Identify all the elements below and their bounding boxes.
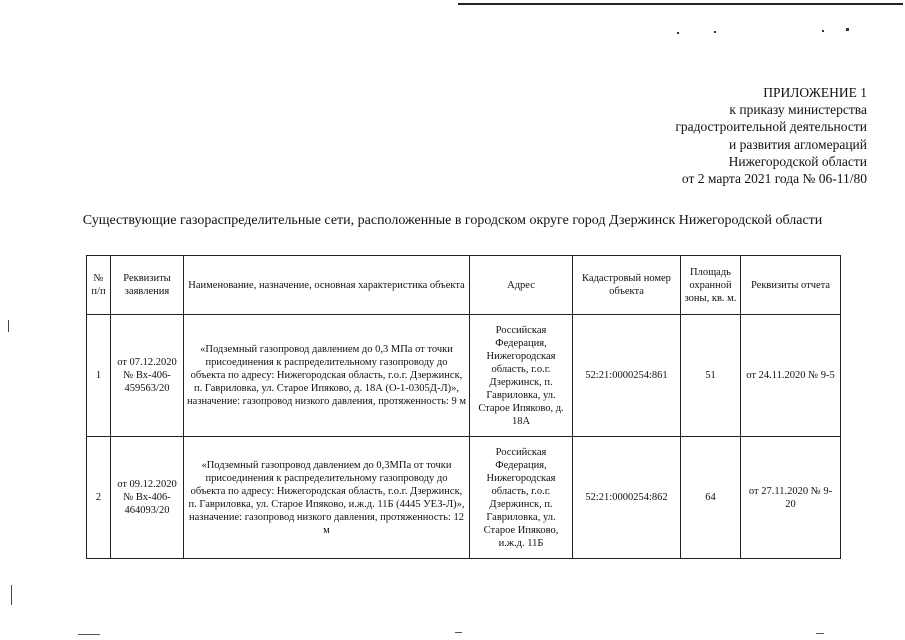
cell-object-name: «Подземный газопровод давлением до 0,3 МПа от точки присоединения к распределительному газопроводу до объекта по адресу: Нижегородская область, г.о.г. Дзержинск, п. Гавриловка, ул. Старое Ипяково, д. 18А (О-1-0305Д-Л)», назначение: газопровод низкого давления, протяженность: 9 м (184, 315, 470, 437)
document-title: Существующие газораспределительные сети, расположенные в городском округе город Дзержинск Нижегородской области (82, 213, 823, 228)
header-application: Реквизиты заявления (111, 256, 184, 315)
header-address: Адрес (470, 256, 573, 315)
header-number: № п/п (87, 256, 111, 315)
header-object-name: Наименование, назначение, основная характеристика объекта (184, 256, 470, 315)
appendix-order-ref: от 2 марта 2021 года № 06-11/80 (681, 171, 867, 187)
scan-margin-mark (11, 585, 12, 605)
scan-speck (677, 32, 679, 34)
cell-report: от 27.11.2020 № 9-20 (741, 437, 841, 559)
cell-cadastral: 52:21:0000254:862 (573, 437, 681, 559)
scan-speck (846, 28, 849, 31)
appendix-title: ПРИЛОЖЕНИЕ 1 (763, 85, 867, 100)
cell-report: от 24.11.2020 № 9-5 (741, 315, 841, 437)
cell-application: от 09.12.2020 № Вх-406-464093/20 (111, 437, 184, 559)
table-row (87, 437, 841, 559)
header-report: Реквизиты отчета (741, 256, 841, 315)
header-area: Площадь охранной зоны, кв. м. (681, 256, 741, 315)
cell-number: 2 (87, 437, 111, 559)
cell-application: от 07.12.2020 № Вх-406-459563/20 (111, 315, 184, 437)
cell-cadastral: 52:21:0000254:861 (573, 315, 681, 437)
appendix-line: и развития агломераций (728, 136, 867, 152)
cell-object-name: «Подземный газопровод давлением до 0,3МПа от точки присоединения к распределительному газопроводу до объекта по адресу: Нижегородская область, г.о.г. Дзержинск, п. Гавриловка, ул. Старое Ипяково, и.ж.д. 11Б (4445 УЕЗ-Л)», назначение: газопровод низкого давления, протяженность: 12 м (184, 437, 470, 559)
gas-network-table (86, 255, 841, 559)
cell-number: 1 (87, 315, 111, 437)
cell-address: Российская Федерация, Нижегородская область, г.о.г. Дзержинск, п. Гавриловка, ул. Старое Ипяково, и.ж.д. 11Б (470, 437, 573, 559)
cell-area: 64 (681, 437, 741, 559)
table-row (87, 315, 841, 437)
appendix-line: к приказу министерства (729, 102, 867, 118)
header-cadastral: Кадастровый номер объекта (573, 256, 681, 315)
scan-bottom-mark (816, 633, 824, 634)
table-header-row (87, 256, 841, 315)
scan-margin-mark (8, 320, 9, 332)
scan-bottom-mark (455, 632, 462, 633)
cell-area: 51 (681, 315, 741, 437)
cell-address: Российская Федерация, Нижегородская область, г.о.г. Дзержинск, п. Гавриловка, ул. Старое Ипяково, д. 18А (470, 315, 573, 437)
scan-speck (822, 30, 824, 32)
appendix-header (547, 84, 867, 187)
scan-top-rule (458, 3, 903, 5)
scan-bottom-mark (78, 634, 100, 635)
appendix-line: Нижегородской области (728, 153, 867, 169)
appendix-line: градостроительной деятельности (675, 119, 867, 135)
scan-speck (714, 31, 716, 33)
